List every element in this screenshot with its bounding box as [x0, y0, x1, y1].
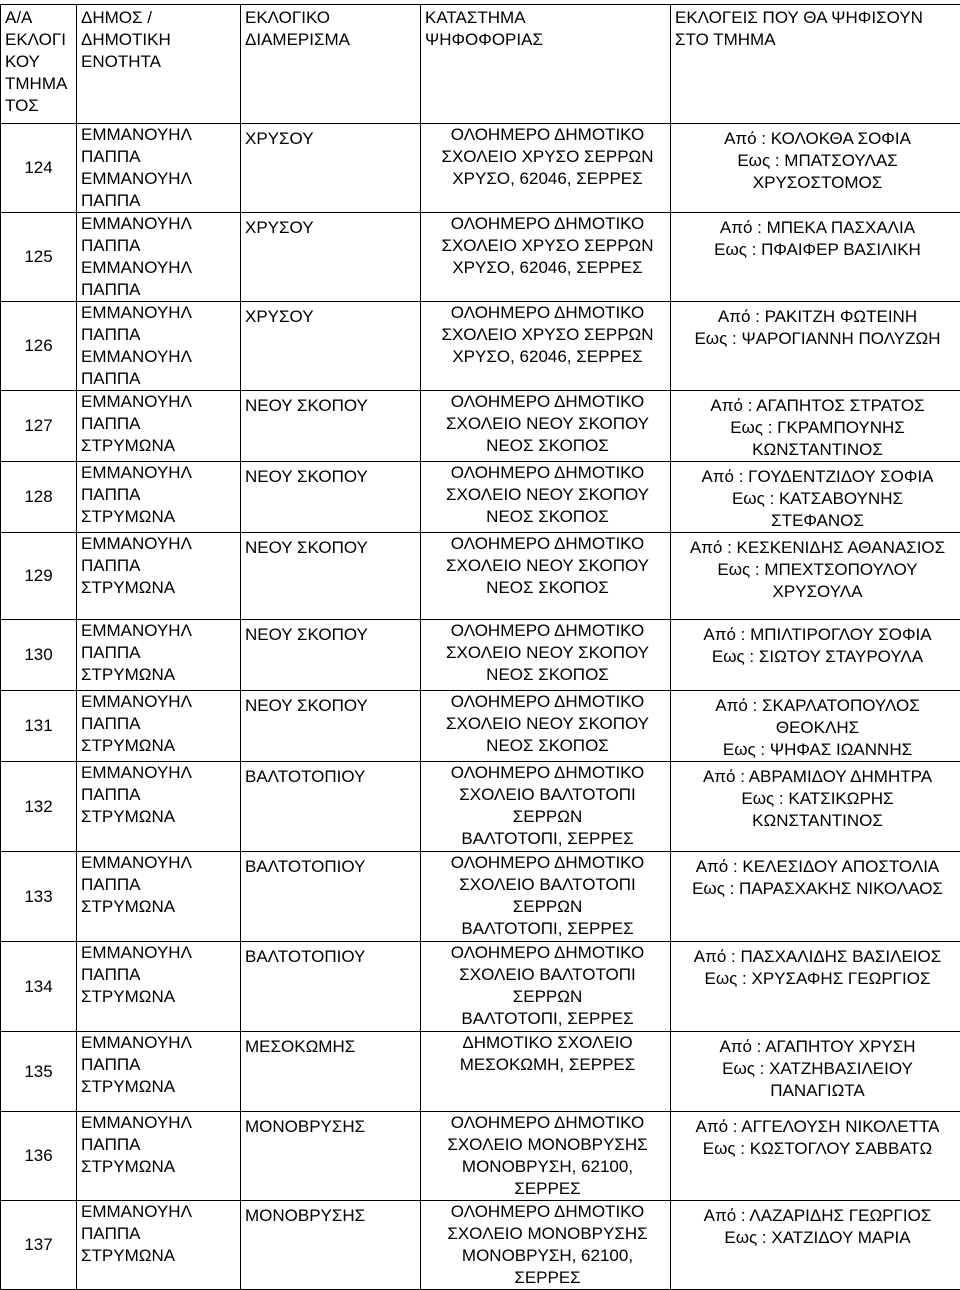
voters-range-line: Από : ΓΟΥΔΕΝΤΖΙΔΟΥ ΣΟΦΙΑ: [675, 466, 960, 488]
voters-range-line: Εως : ΣΙΩΤΟΥ ΣΤΑΥΡΟΥΛΑ: [675, 646, 960, 668]
voters-range-line: Εως : ΚΑΤΣΙΚΩΡΗΣ: [675, 788, 960, 810]
polling-station-line: ΟΛΟΗΜΕΡΟ ΔΗΜΟΤΙΚΟ: [425, 1201, 670, 1223]
electoral-district: ΝΕΟΥ ΣΚΟΠΟΥ: [241, 391, 421, 462]
electoral-district: ΒΑΛΤΟΤΟΠΙΟΥ: [241, 942, 421, 1032]
municipality-line: ΕΜΜΑΝΟΥΗΛ: [81, 213, 240, 235]
table-row: [1, 462, 960, 533]
table-header-row: [1, 5, 960, 124]
voters-range-line: Από : ΣΚΑΡΛΑΤΟΠΟΥΛΟΣ: [675, 695, 960, 717]
voters-range-line: ΘΕΟΚΛΗΣ: [675, 717, 960, 739]
municipality-line: ΕΜΜΑΝΟΥΗΛ: [81, 302, 240, 324]
polling-station-cell: [421, 620, 671, 691]
electoral-district: ΜΕΣΟΚΩΜΗΣ: [241, 1032, 421, 1112]
municipality-line: ΠΑΠΠΑ: [81, 1134, 240, 1156]
voters-range-line: Από : ΚΟΛΟΚΘΑ ΣΟΦΙΑ: [675, 128, 960, 150]
voters-range-cell: [671, 124, 960, 213]
municipality-cell: [77, 391, 241, 462]
polling-station-cell: [421, 462, 671, 533]
electoral-district: ΒΑΛΤΟΤΟΠΙΟΥ: [241, 762, 421, 852]
electoral-district: ΧΡΥΣΟΥ: [241, 213, 421, 302]
municipality-line: ΕΜΜΑΝΟΥΗΛ: [81, 124, 240, 146]
municipality-line: ΠΑΠΠΑ: [81, 413, 240, 435]
table-body: [1, 124, 960, 1290]
section-number: 126: [1, 302, 77, 391]
voters-range-line: ΣΤΕΦΑΝΟΣ: [675, 510, 960, 532]
municipality-line: ΣΤΡΥΜΩΝΑ: [81, 1156, 240, 1178]
voters-range-line: Από : ΑΓΓΕΛΟΥΣΗ ΝΙΚΟΛΕΤΤΑ: [675, 1116, 960, 1138]
header-line: ΕΚΛΟΓΙΚΟ: [245, 7, 420, 29]
table-row: [1, 1032, 960, 1112]
table-row: [1, 1201, 960, 1290]
voters-range-line: Εως : ΚΑΤΣΑΒΟΥΝΗΣ: [675, 488, 960, 510]
municipality-cell: [77, 462, 241, 533]
municipality-line: ΠΑΠΠΑ: [81, 1054, 240, 1076]
table-row: [1, 620, 960, 691]
header-line: ΚΟΥ: [5, 51, 76, 73]
municipality-cell: [77, 302, 241, 391]
header-line: ΕΚΛΟΓΙ: [5, 29, 76, 51]
municipality-cell: [77, 762, 241, 852]
voters-range-line: Εως : ΧΑΤΖΙΔΟΥ ΜΑΡΙΑ: [675, 1227, 960, 1249]
polling-station-line: ΝΕΟΣ ΣΚΟΠΟΣ: [425, 577, 670, 599]
table-row: [1, 124, 960, 213]
voters-range-line: Από : ΑΓΑΠΗΤΟΥ ΧΡΥΣΗ: [675, 1036, 960, 1058]
section-number: 137: [1, 1201, 77, 1290]
polling-station-line: ΣΧΟΛΕΙΟ ΝΕΟΥ ΣΚΟΠΟΥ: [425, 555, 670, 577]
municipality-line: ΠΑΠΠΑ: [81, 484, 240, 506]
voters-range-line: Από : ΡΑΚΙΤΖΗ ΦΩΤΕΙΝΗ: [675, 306, 960, 328]
voters-range-line: ΠΑΝΑΓΙΩΤΑ: [675, 1080, 960, 1102]
municipality-cell: [77, 213, 241, 302]
municipality-line: ΣΤΡΥΜΩΝΑ: [81, 1245, 240, 1267]
voters-range-cell: [671, 691, 960, 762]
polling-station-line: ΣΧΟΛΕΙΟ ΝΕΟΥ ΣΚΟΠΟΥ: [425, 484, 670, 506]
municipality-line: ΠΑΠΠΑ: [81, 190, 240, 212]
polling-station-line: ΣΕΡΡΕΣ: [425, 1178, 670, 1200]
table-row: [1, 391, 960, 462]
polling-station-line: ΣΕΡΡΩΝ: [425, 806, 670, 828]
municipality-cell: [77, 942, 241, 1032]
municipality-cell: [77, 124, 241, 213]
polling-station-line: ΝΕΟΣ ΣΚΟΠΟΣ: [425, 506, 670, 528]
municipality-line: ΕΜΜΑΝΟΥΗΛ: [81, 1032, 240, 1054]
municipality-line: ΕΜΜΑΝΟΥΗΛ: [81, 691, 240, 713]
polling-station-line: ΜΟΝΟΒΡΥΣΗ, 62100,: [425, 1245, 670, 1267]
section-number: 131: [1, 691, 77, 762]
polling-station-line: ΣΧΟΛΕΙΟ ΝΕΟΥ ΣΚΟΠΟΥ: [425, 642, 670, 664]
municipality-cell: [77, 533, 241, 620]
table-row: [1, 1112, 960, 1201]
electoral-district: ΝΕΟΥ ΣΚΟΠΟΥ: [241, 691, 421, 762]
polling-station-line: ΝΕΟΣ ΣΚΟΠΟΣ: [425, 664, 670, 686]
municipality-line: ΕΜΜΑΝΟΥΗΛ: [81, 852, 240, 874]
electoral-district: ΧΡΥΣΟΥ: [241, 302, 421, 391]
voters-range-cell: [671, 1032, 960, 1112]
header-line: ΣΤΟ ΤΜΗΜΑ: [675, 29, 960, 51]
polling-station-cell: [421, 1201, 671, 1290]
electoral-district: ΝΕΟΥ ΣΚΟΠΟΥ: [241, 533, 421, 620]
municipality-cell: [77, 691, 241, 762]
voters-range-line: Εως : ΧΑΤΖΗΒΑΣΙΛΕΙΟΥ: [675, 1058, 960, 1080]
voters-range-line: Εως : ΨΑΡΟΓΙΑΝΝΗ ΠΟΛΥΖΩΗ: [675, 328, 960, 350]
header-line: ΨΗΦΟΦΟΡΙΑΣ: [425, 29, 670, 51]
voters-range-line: Εως : ΚΩΣΤΟΓΛΟΥ ΣΑΒΒΑΤΩ: [675, 1138, 960, 1160]
polling-station-line: ΣΧΟΛΕΙΟ ΧΡΥΣΟ ΣΕΡΡΩΝ: [425, 324, 670, 346]
polling-station-line: ΣΧΟΛΕΙΟ ΜΟΝΟΒΡΥΣΗΣ: [425, 1134, 670, 1156]
electoral-district: ΜΟΝΟΒΡΥΣΗΣ: [241, 1201, 421, 1290]
polling-station-line: ΣΧΟΛΕΙΟ ΜΟΝΟΒΡΥΣΗΣ: [425, 1223, 670, 1245]
municipality-line: ΕΜΜΑΝΟΥΗΛ: [81, 1201, 240, 1223]
header-line: ΔΙΑΜΕΡΙΣΜΑ: [245, 29, 420, 51]
voters-range-line: Από : ΜΠΕΚΑ ΠΑΣΧΑΛΙΑ: [675, 217, 960, 239]
polling-station-cell: [421, 213, 671, 302]
section-number: 134: [1, 942, 77, 1032]
header-line: ΤΜΗΜΑ: [5, 73, 76, 95]
polling-station-line: ΧΡΥΣΟ, 62046, ΣΕΡΡΕΣ: [425, 257, 670, 279]
polling-station-line: ΣΕΡΡΩΝ: [425, 986, 670, 1008]
header-district: [241, 5, 421, 124]
municipality-cell: [77, 1201, 241, 1290]
voters-range-line: Από : ΛΑΖΑΡΙΔΗΣ ΓΕΩΡΓΙΟΣ: [675, 1205, 960, 1227]
polling-station-line: ΣΧΟΛΕΙΟ ΝΕΟΥ ΣΚΟΠΟΥ: [425, 413, 670, 435]
polling-station-line: ΟΛΟΗΜΕΡΟ ΔΗΜΟΤΙΚΟ: [425, 391, 670, 413]
polling-station-line: ΝΕΟΣ ΣΚΟΠΟΣ: [425, 435, 670, 457]
voters-range-line: Εως : ΠΑΡΑΣΧΑΚΗΣ ΝΙΚΟΛΑΟΣ: [675, 878, 960, 900]
municipality-line: ΠΑΠΠΑ: [81, 964, 240, 986]
electoral-district: ΒΑΛΤΟΤΟΠΙΟΥ: [241, 852, 421, 942]
municipality-line: ΕΜΜΑΝΟΥΗΛ: [81, 257, 240, 279]
polling-station-line: ΧΡΥΣΟ, 62046, ΣΕΡΡΕΣ: [425, 346, 670, 368]
municipality-line: ΕΜΜΑΝΟΥΗΛ: [81, 346, 240, 368]
municipality-cell: [77, 852, 241, 942]
municipality-line: ΣΤΡΥΜΩΝΑ: [81, 986, 240, 1008]
voters-range-cell: [671, 852, 960, 942]
polling-station-line: ΣΧΟΛΕΙΟ ΒΑΛΤΟΤΟΠΙ: [425, 784, 670, 806]
municipality-line: ΠΑΠΠΑ: [81, 1223, 240, 1245]
municipality-line: ΣΤΡΥΜΩΝΑ: [81, 1076, 240, 1098]
polling-station-line: ΣΧΟΛΕΙΟ ΝΕΟΥ ΣΚΟΠΟΥ: [425, 713, 670, 735]
electoral-district: ΜΟΝΟΒΡΥΣΗΣ: [241, 1112, 421, 1201]
header-line: ΔΗΜΟΣ /: [81, 7, 240, 29]
header-line: ΕΝΟΤΗΤΑ: [81, 51, 240, 73]
municipality-cell: [77, 1032, 241, 1112]
polling-station-line: ΟΛΟΗΜΕΡΟ ΔΗΜΟΤΙΚΟ: [425, 691, 670, 713]
municipality-line: ΣΤΡΥΜΩΝΑ: [81, 896, 240, 918]
voters-range-cell: [671, 762, 960, 852]
polling-station-line: ΣΧΟΛΕΙΟ ΒΑΛΤΟΤΟΠΙ: [425, 874, 670, 896]
voters-range-cell: [671, 1201, 960, 1290]
polling-station-cell: [421, 691, 671, 762]
header-line: ΔΗΜΟΤΙΚΗ: [81, 29, 240, 51]
voters-range-line: Από : ΚΕΛΕΣΙΔΟΥ ΑΠΟΣΤΟΛΙΑ: [675, 856, 960, 878]
voters-range-line: Εως : ΠΦΑΙΦΕΡ ΒΑΣΙΛΙΚΗ: [675, 239, 960, 261]
polling-station-line: ΜΟΝΟΒΡΥΣΗ, 62100,: [425, 1156, 670, 1178]
voters-range-line: ΚΩΝΣΤΑΝΤΙΝΟΣ: [675, 439, 960, 461]
voters-range-line: ΧΡΥΣΟΣΤΟΜΟΣ: [675, 172, 960, 194]
polling-station-cell: [421, 1112, 671, 1201]
section-number: 125: [1, 213, 77, 302]
municipality-line: ΠΑΠΠΑ: [81, 146, 240, 168]
polling-station-line: ΟΛΟΗΜΕΡΟ ΔΗΜΟΤΙΚΟ: [425, 852, 670, 874]
voters-range-line: Από : ΑΒΡΑΜΙΔΟΥ ΔΗΜΗΤΡΑ: [675, 766, 960, 788]
polling-station-cell: [421, 124, 671, 213]
voters-range-line: Εως : ΧΡΥΣΑΦΗΣ ΓΕΩΡΓΙΟΣ: [675, 968, 960, 990]
polling-station-cell: [421, 762, 671, 852]
voters-range-cell: [671, 213, 960, 302]
polling-station-line: ΒΑΛΤΟΤΟΠΙ, ΣΕΡΡΕΣ: [425, 828, 670, 850]
polling-station-line: ΟΛΟΗΜΕΡΟ ΔΗΜΟΤΙΚΟ: [425, 620, 670, 642]
voters-range-line: Εως : ΜΠΑΤΣΟΥΛΑΣ: [675, 150, 960, 172]
table-row: [1, 302, 960, 391]
section-number: 128: [1, 462, 77, 533]
polling-station-cell: [421, 302, 671, 391]
voters-range-cell: [671, 1112, 960, 1201]
voters-range-line: ΚΩΝΣΤΑΝΤΙΝΟΣ: [675, 810, 960, 832]
municipality-line: ΕΜΜΑΝΟΥΗΛ: [81, 391, 240, 413]
municipality-line: ΣΤΡΥΜΩΝΑ: [81, 806, 240, 828]
municipality-line: ΕΜΜΑΝΟΥΗΛ: [81, 620, 240, 642]
municipality-line: ΕΜΜΑΝΟΥΗΛ: [81, 168, 240, 190]
table-row: [1, 762, 960, 852]
voters-range-cell: [671, 462, 960, 533]
municipality-line: ΣΤΡΥΜΩΝΑ: [81, 664, 240, 686]
polling-station-line: ΟΛΟΗΜΕΡΟ ΔΗΜΟΤΙΚΟ: [425, 462, 670, 484]
polling-station-line: ΟΛΟΗΜΕΡΟ ΔΗΜΟΤΙΚΟ: [425, 533, 670, 555]
municipality-line: ΠΑΠΠΑ: [81, 642, 240, 664]
polling-station-line: ΟΛΟΗΜΕΡΟ ΔΗΜΟΤΙΚΟ: [425, 302, 670, 324]
polling-station-line: ΧΡΥΣΟ, 62046, ΣΕΡΡΕΣ: [425, 168, 670, 190]
polling-stations-table: [0, 4, 960, 1290]
municipality-line: ΕΜΜΑΝΟΥΗΛ: [81, 533, 240, 555]
municipality-line: ΠΑΠΠΑ: [81, 784, 240, 806]
header-municipality: [77, 5, 241, 124]
polling-station-line: ΣΕΡΡΩΝ: [425, 896, 670, 918]
municipality-line: ΠΑΠΠΑ: [81, 235, 240, 257]
table-row: [1, 942, 960, 1032]
municipality-line: ΠΑΠΠΑ: [81, 874, 240, 896]
voters-range-cell: [671, 533, 960, 620]
polling-station-cell: [421, 1032, 671, 1112]
polling-station-line: ΣΧΟΛΕΙΟ ΧΡΥΣΟ ΣΕΡΡΩΝ: [425, 146, 670, 168]
municipality-line: ΠΑΠΠΑ: [81, 713, 240, 735]
municipality-line: ΠΑΠΠΑ: [81, 368, 240, 390]
header-line: ΤΟΣ: [5, 95, 76, 117]
municipality-cell: [77, 1112, 241, 1201]
polling-station-line: ΟΛΟΗΜΕΡΟ ΔΗΜΟΤΙΚΟ: [425, 942, 670, 964]
voters-range-line: Από : ΜΠΙΛΤΙΡΟΓΛΟΥ ΣΟΦΙΑ: [675, 624, 960, 646]
voters-range-cell: [671, 391, 960, 462]
section-number: 135: [1, 1032, 77, 1112]
electoral-district: ΝΕΟΥ ΣΚΟΠΟΥ: [241, 620, 421, 691]
voters-range-line: Από : ΚΕΣΚΕΝΙΔΗΣ ΑΘΑΝΑΣΙΟΣ: [675, 537, 960, 559]
header-line: ΚΑΤΑΣΤΗΜΑ: [425, 7, 670, 29]
section-number: 136: [1, 1112, 77, 1201]
voters-range-line: Εως : ΜΠΕΧΤΣΟΠΟΥΛΟΥ: [675, 559, 960, 581]
polling-station-line: ΔΗΜΟΤΙΚΟ ΣΧΟΛΕΙΟ: [425, 1032, 670, 1054]
municipality-line: ΠΑΠΠΑ: [81, 324, 240, 346]
table-row: [1, 852, 960, 942]
municipality-line: ΕΜΜΑΝΟΥΗΛ: [81, 942, 240, 964]
municipality-line: ΣΤΡΥΜΩΝΑ: [81, 506, 240, 528]
municipality-line: ΠΑΠΠΑ: [81, 555, 240, 577]
municipality-line: ΠΑΠΠΑ: [81, 279, 240, 301]
voters-range-line: ΧΡΥΣΟΥΛΑ: [675, 581, 960, 603]
section-number: 132: [1, 762, 77, 852]
polling-station-cell: [421, 942, 671, 1032]
polling-station-line: ΒΑΛΤΟΤΟΠΙ, ΣΕΡΡΕΣ: [425, 918, 670, 940]
polling-station-line: ΒΑΛΤΟΤΟΠΙ, ΣΕΡΡΕΣ: [425, 1008, 670, 1030]
header-section-number: [1, 5, 77, 124]
voters-range-cell: [671, 942, 960, 1032]
polling-station-cell: [421, 533, 671, 620]
polling-station-cell: [421, 391, 671, 462]
voters-range-line: Εως : ΨΗΦΑΣ ΙΩΑΝΝΗΣ: [675, 739, 960, 761]
electoral-district: ΝΕΟΥ ΣΚΟΠΟΥ: [241, 462, 421, 533]
section-number: 127: [1, 391, 77, 462]
municipality-line: ΣΤΡΥΜΩΝΑ: [81, 435, 240, 457]
polling-station-line: ΝΕΟΣ ΣΚΟΠΟΣ: [425, 735, 670, 757]
voters-range-cell: [671, 302, 960, 391]
table-row: [1, 213, 960, 302]
section-number: 130: [1, 620, 77, 691]
municipality-line: ΕΜΜΑΝΟΥΗΛ: [81, 462, 240, 484]
table-row: [1, 533, 960, 620]
voters-range-line: Από : ΑΓΑΠΗΤΟΣ ΣΤΡΑΤΟΣ: [675, 395, 960, 417]
table-row: [1, 691, 960, 762]
header-line: Α/Α: [5, 7, 76, 29]
municipality-line: ΕΜΜΑΝΟΥΗΛ: [81, 1112, 240, 1134]
polling-station-line: ΟΛΟΗΜΕΡΟ ΔΗΜΟΤΙΚΟ: [425, 213, 670, 235]
header-voters: [671, 5, 960, 124]
polling-station-line: ΣΧΟΛΕΙΟ ΒΑΛΤΟΤΟΠΙ: [425, 964, 670, 986]
voters-range-cell: [671, 620, 960, 691]
section-number: 129: [1, 533, 77, 620]
section-number: 133: [1, 852, 77, 942]
municipality-line: ΣΤΡΥΜΩΝΑ: [81, 577, 240, 599]
electoral-district: ΧΡΥΣΟΥ: [241, 124, 421, 213]
polling-station-line: ΟΛΟΗΜΕΡΟ ΔΗΜΟΤΙΚΟ: [425, 762, 670, 784]
municipality-cell: [77, 620, 241, 691]
polling-station-line: ΣΧΟΛΕΙΟ ΧΡΥΣΟ ΣΕΡΡΩΝ: [425, 235, 670, 257]
voters-range-line: Από : ΠΑΣΧΑΛΙΔΗΣ ΒΑΣΙΛΕΙΟΣ: [675, 946, 960, 968]
header-line: ΕΚΛΟΓΕΙΣ ΠΟΥ ΘΑ ΨΗΦΙΣΟΥΝ: [675, 7, 960, 29]
section-number: 124: [1, 124, 77, 213]
polling-station-cell: [421, 852, 671, 942]
polling-station-line: ΟΛΟΗΜΕΡΟ ΔΗΜΟΤΙΚΟ: [425, 1112, 670, 1134]
polling-station-line: ΣΕΡΡΕΣ: [425, 1267, 670, 1289]
polling-station-line: ΟΛΟΗΜΕΡΟ ΔΗΜΟΤΙΚΟ: [425, 124, 670, 146]
header-polling-station: [421, 5, 671, 124]
municipality-line: ΣΤΡΥΜΩΝΑ: [81, 735, 240, 757]
polling-station-line: ΜΕΣΟΚΩΜΗ, ΣΕΡΡΕΣ: [425, 1054, 670, 1076]
voters-range-line: Εως : ΓΚΡΑΜΠΟΥΝΗΣ: [675, 417, 960, 439]
municipality-line: ΕΜΜΑΝΟΥΗΛ: [81, 762, 240, 784]
